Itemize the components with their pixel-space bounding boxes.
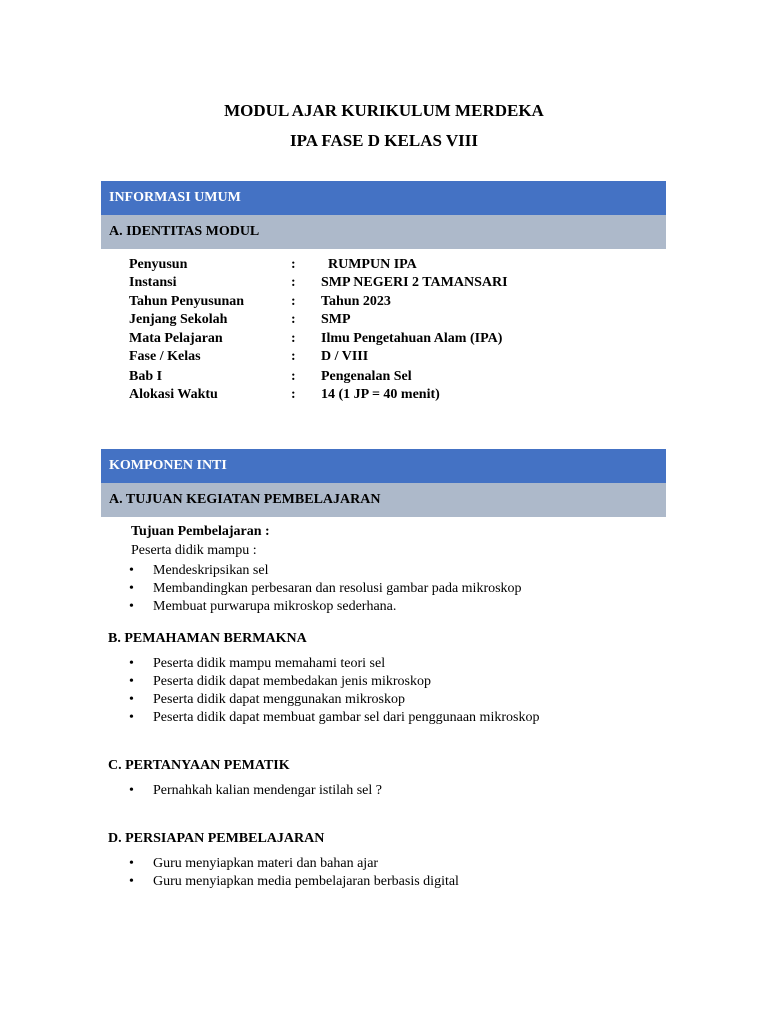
identitas-value: SMP [321,312,351,327]
bullet-icon: • [129,674,134,689]
identitas-value: Tahun 2023 [321,294,391,309]
identitas-separator: : [291,257,296,272]
bullet-icon: • [129,710,134,725]
section-heading-persiapan: D. PERSIAPAN PEMBELAJARAN [108,831,325,846]
bullet-icon: • [129,692,134,707]
identitas-value: RUMPUN IPA [321,257,417,272]
bullet-icon: • [129,874,134,889]
subsection-bar-identitas-modul: A. IDENTITAS MODUL [101,215,666,249]
tujuan-label: Tujuan Pembelajaran : [131,524,270,539]
bullet-icon: • [129,856,134,871]
identitas-label: Fase / Kelas [129,349,201,364]
tujuan-intro: Peserta didik mampu : [131,543,257,558]
identitas-label: Instansi [129,275,177,290]
identitas-label: Alokasi Waktu [129,387,218,402]
bullet-icon: • [129,581,134,596]
identitas-separator: : [291,294,296,309]
identitas-value: SMP NEGERI 2 TAMANSARI [321,275,508,290]
bullet-icon: • [129,563,134,578]
bullet-icon: • [129,656,134,671]
identitas-label: Penyusun [129,257,188,272]
bullet-icon: • [129,783,134,798]
identitas-separator: : [291,275,296,290]
identitas-value: D / VIII [321,349,369,364]
identitas-label: Bab I [129,369,163,384]
subsection-bar-tujuan-kegiatan: A. TUJUAN KEGIATAN PEMBELAJARAN [101,483,666,517]
identitas-label: Mata Pelajaran [129,331,223,346]
identitas-label: Tahun Penyusunan [129,294,245,309]
identitas-value: 14 (1 JP = 40 menit) [321,387,440,402]
document-subtitle: IPA FASE D KELAS VIII [290,131,478,150]
identitas-separator: : [291,387,296,402]
bullet-icon: • [129,599,134,614]
identitas-separator: : [291,369,296,384]
section-heading-pemahaman: B. PEMAHAMAN BERMAKNA [108,631,307,646]
section-bar-informasi-umum: INFORMASI UMUM [101,181,666,215]
section-bar-komponen-inti: KOMPONEN INTI [101,449,666,483]
identitas-separator: : [291,312,296,327]
identitas-value: Pengenalan Sel [321,369,412,384]
section-heading-pertanyaan: C. PERTANYAAN PEMATIK [108,758,290,773]
identitas-separator: : [291,349,296,364]
identitas-label: Jenjang Sekolah [129,312,228,327]
document-title: MODUL AJAR KURIKULUM MERDEKA [224,101,544,120]
identitas-value: Ilmu Pengetahuan Alam (IPA) [321,331,503,346]
identitas-separator: : [291,331,296,346]
